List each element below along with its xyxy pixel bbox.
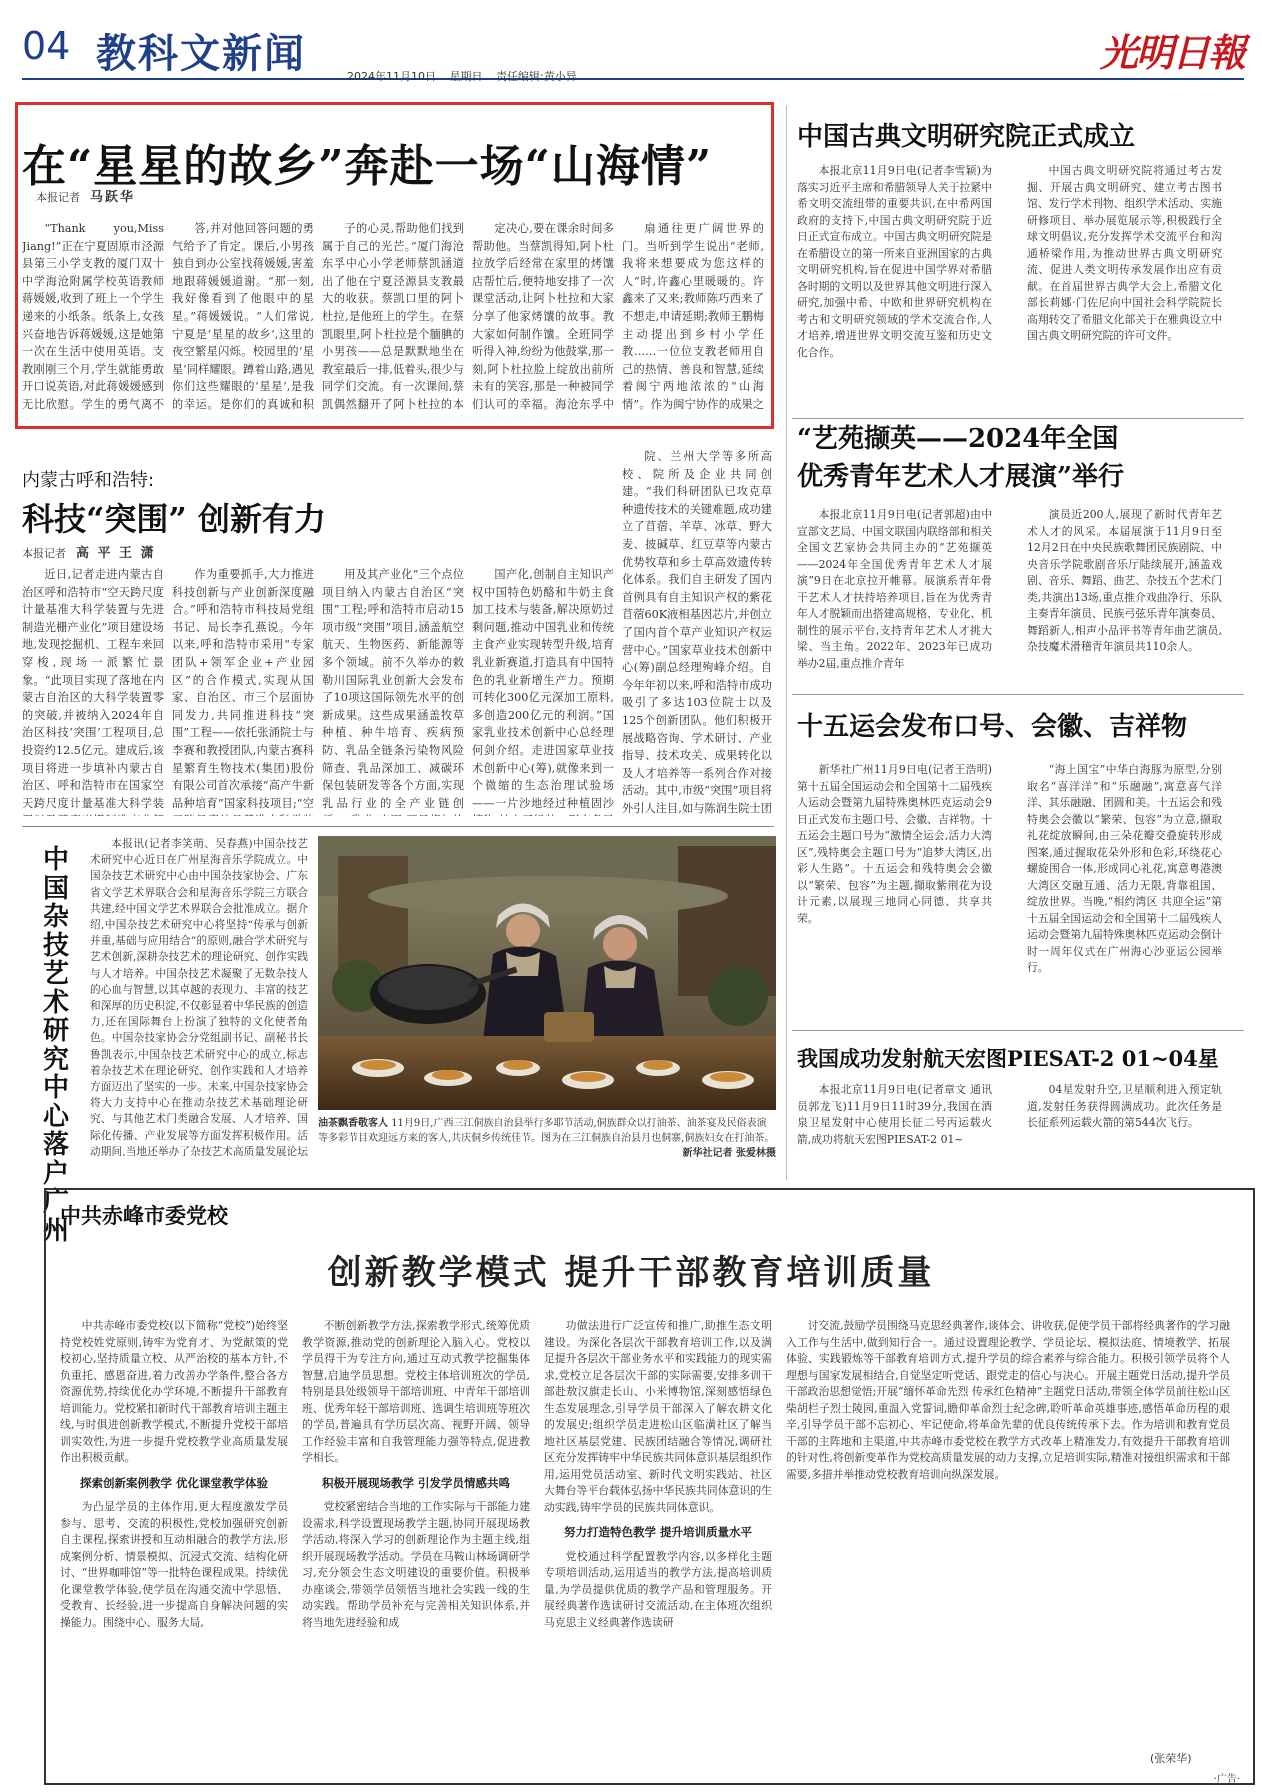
byline-name: 高 平 王 潇 <box>76 546 156 561</box>
inner-mongolia-kicker: 内蒙古呼和浩特: <box>22 470 155 491</box>
caption-text: 11月9日,广西三江侗族自治县举行多耶节活动,侗族群众以打油茶、油茶宴及民俗表演等多彩节目欢迎远方来的客人,共庆侗乡传统佳节。图为在三江侗族自治县月也侗寨,侗族妇女在打油茶。 <box>318 1118 775 1144</box>
ad-headline: 创新教学模式 提升干部教育培训质量 <box>327 1253 935 1293</box>
art-col-2: 演员近200人,展现了新时代青年艺术人才的风采。本届展演于11月9日至12月2日在中央民族歌舞团民族剧院、中央音乐学院歌剧音乐厅陆续展开,涵盖戏剧、音乐、舞蹈、曲艺、杂技五个艺术门类,共演出13场,重点推介戏曲净行、乐队主奏青年演员、民族弓弦乐青年演奏员、舞蹈新人,相声小品评书等青年曲艺演员,杂技魔术滑稽青年演员共110余人。 <box>1027 508 1222 653</box>
acrobatics-text: 本报讯(记者李笑萌、吴春燕)中国杂技艺术研究中心近日在广州星海音乐学院成立。中国杂技艺术研究中心由中国杂技家协会、广东省文学艺术界联合会和星海音乐学院三方联合共建,经中国文学艺术界联合会批准成立。据介绍,中国杂技艺术研究中心将坚持“传承与创新并重,基础与应用结合”的原则,融合学术研究与艺术创新,深耕杂技艺术的理论研究、创作实践与人才培养。中国杂技艺术凝聚了无数杂技人的心血与智慧,以其卓越的表现力、丰富的技艺和深厚的历史积淀,不仅彰显着中华民族的创造力,还在国际舞台上扮演了独特的文化使者角色。中国杂技家协会分党组副书记、副秘书长鲁凯表示,中国杂技艺术研究中心的成立,标志着杂技艺术在理论研究、创作实践和人才培养方面迈出了坚实的一步。未来,中国杂技家协会将大力支持中心在推动杂技艺术基础理论研究、与其他艺术门类融合发展、人才培养、国际化传播、产业发展等方面发挥积极作用。活动期间,当地还举办了杂技艺术高质量发展论坛 <box>90 838 308 1156</box>
byline-name: 马跃华 <box>90 190 136 205</box>
lead-col-2: 答,并对他回答问题的勇气给予了肯定。课后,小男孩独自到办公室找蒋媛媛,害羞地跟蒋媛媛道谢。“那一刻,我好像看到了他眼中的星星。”蒋媛媛说。“人们常说,宁夏是‘星星的故乡’,这里的夜空繁星闪烁。校园里的‘星星’同样耀眼。蹲着山路,遇见你们这些耀眼的‘星星’,是我的幸运。是你们的真诚和积 <box>172 222 314 411</box>
issue-editor: 责任编辑:黄小异 <box>496 70 577 83</box>
ad-col-2 <box>302 1318 530 1766</box>
byline-label: 本报记者 <box>22 547 66 560</box>
ad-subheading-3: 努力打造特色教学 提升培训质量水平 <box>563 1525 752 1539</box>
launch-col-1: 本报北京11月9日电(记者章文 通讯员郭龙飞)11月9日11时39分,我国在酒泉卫星发射中心使用长征二号丙运载火箭,成功将航天宏图PIESAT-2 01~ <box>797 1083 992 1146</box>
photo-oil-tea <box>318 836 776 1110</box>
lead-byline <box>36 186 135 205</box>
art-col-1: 本报北京11月9日电(记者郭超)由中宣部文艺局、中国文联国内联络部和相关全国文艺家协会共同主办的“艺苑撷英——2024年全国优秀青年艺术人才展演”9日在北京拉开帷幕。展演系青年骨干艺术人才扶持培养项目,旨在为优秀青年人才脱颖而出搭建高规格、专业化、机制性的展示平台,支持青年艺术人才挑大梁、当主角。2022年、2023年已成功举办2届,重点推介青年 <box>797 508 992 670</box>
issue-weekday: 星期日 <box>449 70 483 83</box>
divider <box>792 1030 1244 1031</box>
photo-credit: 新华社记者 张爱林摄 <box>682 1148 776 1159</box>
page-number: 04 <box>22 24 71 68</box>
inner-mongolia-col-4: 国产化,创制自主知识产权中国特色奶酪和牛奶主食加工技术与装备,解决原奶过剩问题,推动中国乳业和传统主食产业实现转型升级,培育乳业新赛道,打造具有中国特色的乳业新增生产力。预期可转化300亿元深加工原料,多创造200亿元的利润。”国家乳业技术创新中心总经理何剑介绍。走进国家草业技术创新中心(筹),就像来到一个微缩的生态治理试验场——一片沙地经过种植固沙 <box>472 568 614 810</box>
games-col-1: 新华社广州11月9日电(记者王浩明)第十五届全国运动会和全国第十二届残疾人运动会暨第九届特殊奥林匹克运动会9日正式发布主题口号、会徽、吉祥物。十五运会主题口号为“激情全运会,活力大湾区”,残特奥会主题口号为“追梦大湾区,出彩人生路”。十五运会和残特奥会会徽以“繁荣、包容”为主题,擷取紫荆花为设计元素,以展现三地同心同德、共享共荣。 <box>797 763 992 925</box>
inner-mongolia-byline <box>22 542 156 561</box>
ad-paragraph: 讨交流,鼓励学员围绕马克思经典著作,谈体会、讲收获,促使学员干部将经典著作的学习融入工作与生活中,做到知行合一。通过设置理论教学、学员论坛、模拟法庭、情境教学、拓展体验、实践锻炼等干部教育培训方式,提升学员的综合素养与综合能力。积极引领学员将个人理想与国家发展相结合,自觉坚定听党话、跟党走的信心与决心。开展主题党日活动,提升学员干部政治思想觉悟;开展“缅怀革命先烈 传承红色精神”主题党日活动,带领全体学员前往松山区柴胡栏子烈士陵园,重温入党誓词,瞻仰革命烈士纪念碑,聆听革命英雄事迹,感悟革命历程的艰辛,引导学员干部不忘初心、牢记使命,将革命先辈的优良传统传承下去。作为培训和教育党员干部的主阵地和主渠道,中共赤峰市委党校在教学方式改革上精准发力,有效提升干部教育培训的针对性,将创新变革作为党校高质量发展的动力支撑,立足培训实际,精准对接组织需求和干部需要,多措并举推动党校教育培训向纵深发展。 <box>786 1319 1230 1481</box>
byline-label: 本报记者 <box>36 191 80 204</box>
lead-col-5: 扇通往更广阔世界的门。当听到学生说出“老师,我将来想要成为您这样的人”时,许鑫心里暖暖的。许鑫来了又来;教师陈巧西来了不想走,申请延期;教师王鹏梅主动提出到乡村小学任教……一位位支教老师用自己的热情、善良和智慧,延续着闽宁两地浓浓的“山海情”。作为闽宁协作的成果之 <box>622 222 764 411</box>
divider <box>792 418 1244 419</box>
ad-col-3 <box>544 1318 772 1766</box>
inner-mongolia-col-2: 作为重要抓手,大力推进科技创新与产业创新深度融合。”呼和浩特市科技局党组书记、局长李孔燕说。今年以来,呼和浩特市采用“专家团队+领军企业+产业园区”的合作模式,实现从国家、自治区、市三个层面协同发力,共同推进科技“突围”工程——依托张涌院士与李赛和教授团队,内蒙古赛科星繁育生物技术(集团)股份有限公司首次承接“高产牛新品种培育”国家科技项目;“空 <box>172 568 314 810</box>
newspaper-logo: 光明日報 <box>1099 30 1244 75</box>
games-headline: 十五运会发布口号、会徽、吉祥物 <box>797 712 1188 742</box>
lead-headline: 在“星星的故乡”奔赴一场“山海情” <box>22 141 713 192</box>
inner-mongolia-col-3: 用及其产业化”三个点位项目纳入内蒙古自治区“突围”工程;呼和浩特市启动15项市级“突围”项目,涵盖航空航天、生物医药、新能源等多个领域。前不久举办的敕勒川国际乳业创新大会发布了10项这国际领先水平的创新成果。这些成果涵盖牧草种植、种牛培育、疾病预防、乳品全链条污染物风险筛查、乳品深加工、减碳环保包装研发等各个方面,实现乳品行业的全产业链创 <box>322 568 464 810</box>
ad-organization: 中共赤峰市委党校 <box>60 1204 228 1228</box>
divider <box>22 826 774 827</box>
art-headline-line-2: 优秀青年艺术人才展演”举行 <box>797 462 1124 492</box>
ad-signature: (张荣华) <box>1150 1752 1192 1765</box>
lead-col-4: 定决心,要在课余时间多帮助他。当蔡凯得知,阿卜杜拉放学后经常在家里的烤馕店帮忙后,便特地安排了一次课堂活动,让阿卜杜拉和大家分享了他家烤馕的故事。教大家如何制作馕。全班同学听得入神,纷纷为他鼓掌,那一刻,阿卜杜拉脸上绽放出前所未有的笑容,那是一种被同学们认可的幸福。海沧东孚中 <box>472 222 614 411</box>
issue-meta <box>347 68 587 84</box>
issue-date: 2024年11月10日 <box>347 70 436 83</box>
ad-paragraph: 党校通过科学配置教学内容,以多样化主题专项培训活动,运用适当的教学方法,提高培训质量,为学员提供优质的教学产品和管理服务。开展经典著作选读研讨交流活动,在主体班次组织马克思主义经典著作选读研 <box>544 1549 772 1629</box>
classical-headline: 中国古典文明研究院正式成立 <box>797 122 1136 152</box>
games-col-2: “海上国宝”中华白海豚为原型,分别取名“喜洋洋”和“乐融融”,寓意喜气洋洋、其乐融融、团圆和美。十五运会和残特奥会会徽以“繁荣、包容”为立意,撷取礼花绽放瞬间,由三朵花瓣交叠旋转形成图案,通过握取花朵外形和色彩,环绕花心螺旋围合一体,形成同心礼花,寓意粤港澳大湾区交融互通、活力无限,背靠祖国、绽放世界。当晚,“相约湾区 共迎全运”第十五届全国运动会和全国第十二届残疾人运动会暨第九届特殊奥林匹克运动会倒计时一周年仪式在广州海心沙亚运公园举行。 <box>1027 763 1222 974</box>
ad-paragraph: 党校紧密结合当地的工作实际与干部能力建设需求,科学设置现场教学主题,协同开展现场教学活动,将深入学习的创新理论作为主题主线,组织开展现场教学活动。学员在马鞍山林场调研学习,充分领会生态文明建设的重要价值。积极举办座谈会,带领学员领悟当地社会实践一线的生动实践。帮助学员补充与完善相关知识体系,并将当地先进经验和成 <box>302 1500 530 1629</box>
classical-col-2: 中国古典文明研究院将通过考古发掘、开展古典文明研究、建立考古图书馆、发行学术刊物、组织学术活动、实施研修项目、举办展览展示等,积极践行全球文明倡议,充分发挥学术交流平台和沟通桥梁作用,为推动世界古典文明研究流、促进人类文明传承发展作出应有贡献。在首届世界古典学大会上,希腊文化部长莉娜·门佐尼向中国社会科学院院长高翔转交了希腊文化部关于在雅典设立中国古典文明研究院的许可文件。 <box>1027 164 1222 342</box>
launch-headline: 我国成功发射航天宏图PIESAT-2 01~04星 <box>797 1046 1219 1071</box>
acrobatics-vertical-headline: 中国杂技艺术研究中心落户广州 <box>42 845 69 1246</box>
ad-col-1 <box>60 1318 288 1766</box>
photo-caption <box>318 1116 776 1161</box>
ad-paragraph: 中共赤峰市委党校(以下简称“党校”)始终坚持党校姓党原则,铸牢为党育才、为党献策的党校初心,坚持质量立校、从严治校的基本方针,不负重托、感恩奋进,着力改善办学条件,整合各方资源优势,持续优化办学环境,不断提升干部教育培训能力。党校紧扣新时代干部教育培训主题主线,与时俱进创新教学模式,不断提升党校干部培训实效性,为进一步提升党校教学业高质量发展作出积极贡献。 <box>60 1319 288 1464</box>
art-headline-line-1: “艺苑撷英——2024年全国 <box>797 424 1119 454</box>
lead-col-3: 子的心灵,帮助他们找到属于自己的光芒。”厦门海沧东孚中心小学老师蔡凯涵道出了他在宁夏泾源县支教最大的收获。蔡凯口里的阿卜杜拉,是他班上的学生。在蔡凯眼里,阿卜杜拉是个腼腆的小男孩——总是默默地坐在教室最后一排,低着头,很少与同学们交流。有一次课间,蔡凯偶然翻开了阿卜杜拉的本 <box>322 222 464 411</box>
section-title: 教科文新闻 <box>96 31 306 77</box>
ad-mark: ·广告· <box>1213 1774 1240 1785</box>
lead-col-1: “Thank you,Miss Jiang!”正在宁夏固原市泾源县第三小学支教的厦门双十中学海沧附属学校英语教师蒋媛媛,收到了班上一个学生递来的小纸条。纸条上,女孩兴奋地告诉蒋媛媛,这是她第一次在生活中使用英语。支教刚刚三个月,学生就能勇敢开口说英语,对此蒋媛媛感到无比欣慰。学生的勇气离不 <box>22 222 164 411</box>
ad-paragraph: 为凸显学员的主体作用,更大程度激发学员参与、思考、交流的积极性,党校加强研究创新自主课程,探索讲授和互动相融合的教学方法,形成案例分析、情景模拟、沉浸式交流、结构化研讨、“世界咖啡馆”等一批特色课程成果。持续优化课堂教学体验,使学员在沟通交流中学思悟、受教育、长经验,进一步提高自身解决问题的实操能力。围绕中心、服务大局, <box>60 1500 288 1629</box>
ad-subheading-2: 积极开展现场教学 引发学员情感共鸣 <box>321 1475 510 1490</box>
ad-subheading-1: 探索创新案例教学 优化课堂教学体验 <box>79 1475 268 1490</box>
divider <box>792 694 1244 695</box>
ad-paragraph: 功做法进行广泛宣传和推广,助推生态文明建设。为深化各层次干部教育培训工作,以及满足提升各层次干部业务水平和实践能力的现实需求,党校立足各层次干部的实际需要,安排多训干部赴敖汉旗走长山、小米博物馆,深刻感悟绿色生态发展理念,引导学员干部深入了解农耕文化的发展史;组织学员走进松山区临潢社区了解当地社区基层党建、民族团结融合等情况,调研社区充分发挥铸牢中华民族共同体意识基层组织作用,运用党员活动室、新时代文明实践站、社区大舞台等平台载体弘扬中华民族共同体意识的生动实践,铸牢学员的民族共同体意识。 <box>544 1319 772 1514</box>
classical-col-1: 本报北京11月9日电(记者李雪颖)为落实习近平主席和希腊领导人关于拉紧中希文明交流纽带的重要共识,在中希两国政府的支持下,中国古典文明研究院于近日正式宣布成立。中国古典文明研究院是在希腊设立的第一所来自亚洲国家的古典文明研究机构,旨在促进中国学界对希腊各时期的文明以及世界其他文明进行深入研究,加强中希、中欧和世界研究机构在考古和文明研究领域的学术交流合作,人才培养,增进世界文明交流互鉴和历史文化合作。 <box>797 164 992 359</box>
ad-col-4 <box>786 1318 1230 1748</box>
photo-image <box>318 836 776 1110</box>
inner-mongolia-col-5: 院、兰州大学等多所高校、院所及企业共同创建。“我们科研团队已攻克草种遗传技术的关键难题,成功建立了苜蓿、羊草、冰草、野大麦、披碱草、红豆草等内蒙古优势牧草和乡土草高效遗传转化体系。我们自主研发了国内首例具有自主知识产权的紫花苜蓿60K液相基因芯片,并创立了国内首个草产业知识产权运营中心。”国家草业技术创新中心(筹)副总经理殉峰介绍。自今年年初以来,呼和浩特市成功吸引了多达103位院士以及125个创新团队。他们积极开展战略咨询、学术研讨、产业指导、技术攻关、成果转化以及人才培养等一系列合作对接活动。其中,市级“突围”项目将外引人注目,如与陈润生院士团 <box>622 450 772 815</box>
masthead <box>22 18 1244 83</box>
ad-paragraph: 不断创新教学方法,探索教学形式,统筹优质教学资源,推动党的创新理论入脑入心。党校以学员得干为专注方向,通过互动式教学挖掘集体智慧,启迪学员思想。党校主体培训班次的学员,特别是县处级领导干部培训班、中青年干部培训班、优秀年轻干部培训班、选调生培训班等班次的学员,普遍具有学历层次高、视野开阔、领导工作经验丰富和自我管理能力强等特点,促进教学相长。 <box>302 1319 530 1464</box>
inner-mongolia-headline: 科技“突围” 创新有力 <box>22 500 326 538</box>
caption-lead: 油茶飘香敬客人 <box>318 1118 388 1129</box>
column-rule <box>786 105 787 1180</box>
inner-mongolia-col-1: 近日,记者走进内蒙古自治区呼和浩特市“空天跨尺度计量基准大科学装置与先进制造光栅产业化”项目建设场地,发现挖掘机、工程车来回穿梭,现场一派繁忙景象。“此项目实现了落地在内蒙古自治区的大科学装置零的突破,并被纳入2024年自治区科技‘突围’工程项目,总投资约12.5亿元。建成后,该项目将进一步填补内蒙古自治区、呼和浩特市在国家空天跨尺度计量基准大科学装 <box>22 568 164 810</box>
launch-col-2: 04星发射升空,卫星顺利进入预定轨道,发射任务获得圆满成功。此次任务是长征系列运载火箭的第544次飞行。 <box>1027 1083 1222 1129</box>
